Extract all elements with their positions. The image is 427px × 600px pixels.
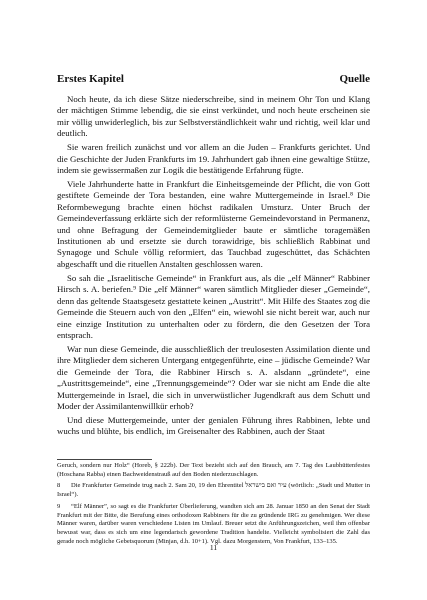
footnote-text: Die Frankfurter Gemeinde trug nach 2. Sam 20, 19 den Ehrentitel עיר ואם בישראל (wörtlich: „Stadt und Mutter in Israel“).	[57, 482, 370, 499]
footnote-text: Geruch, sondern nur Holz“ (Horeb, § 222b). Der Text bezieht sich auf den Brauch, am 7. Tag des Laubhüttenfestes (Hoschana Rabba) einen Bachweidenstrauß auf den Boden niederzuschlagen.	[57, 462, 370, 478]
paragraph: Sie waren freilich zunächst und vor allem an die Juden – Frankfurts gerichtet. Und die Geschichte der Juden Frankfurts im 19. Jahrhundert gab ihnen eine gewaltige Stütze, indem sie gewissermaßen zur Logik die bestätigende Erfahrung fügte.	[57, 142, 370, 176]
paragraph: Und diese Muttergemeinde, unter der genialen Führung ihres Rabbinen, lebte und wuchs und blühte, bis endlich, im Greisenalter des Rabbinen, auch der Staat	[57, 414, 370, 437]
paragraph: So sah die „Israelitische Gemeinde“ in Frankfurt aus, als die „elf Männer“ Rabbiner Hirsch s. A. beriefen.⁹ Die „elf Männer“ waren sämtlich Mitglieder dieser „Gemeinde“, denn das geltende Staatsgesetz gestattete keinen „Austritt“. Mit Hilfe des Staates zog die Gemeinde die Steuern auch von den „Elfen“ ein, wiewohl sie nicht bereit war, auch nur eine einzige Institution zu unterhalten oder zu fördern, die den Gesetzen der Tora entsprach.	[57, 272, 370, 340]
section-title: Quelle	[339, 73, 370, 85]
body-text	[57, 94, 370, 440]
footnote	[57, 503, 370, 547]
footnote	[57, 482, 370, 499]
footnote-number: 8	[57, 482, 61, 490]
chapter-title: Erstes Kapitel	[57, 73, 124, 85]
footnote	[57, 462, 370, 479]
paragraph: War nun diese Gemeinde, die ausschließlich der treulosesten Assimilation diente und ihre Mitglieder dem sicheren Untergang entgegenführte, eine – jüdische Gemeinde? War die Gemeinde der Tora, die Rabbiner Hirsch s. A. alsdann „gründete“, eine „Austrittsgemeinde“, eine „Trennungsgemeinde“? Oder war sie nicht am Ende die alte Muttergemeinde in Israel, die sich in unverwüstlicher Jugendkraft aus dem Schutt und Moder der Assimilantenwillkür erhob?	[57, 343, 370, 411]
footnote-divider	[57, 459, 152, 460]
paragraph: Noch heute, da ich diese Sätze niederschreibe, sind in meinem Ohr Ton und Klang der mächtigen Stimme lebendig, die sie einst verkündet, und noch heute erscheinen sie mir völlig unwiderleglich, bis zur Selbstverständlichkeit wahr und richtig, weil klar und deutlich.	[57, 94, 370, 139]
footnotes	[57, 462, 370, 549]
footnote-text: “Elf Männer”, so sagt es die Frankfurter Überlieferung, wandten sich am 28. Januar 1850 an den Senat der Stadt Frankfurt mit der Bitte, die Berufung eines orthodoxen Rabbiners für die zu gründende IRG zu genehmigen. Wer diese Männer waren, darüber waren verschiedene Listen im Umlauf. Breuer setzt die Anführungszeichen, weil ihm offenbar bewusst war, dass es sich um eine legendarisch gewordene Tradition handelte. Vielleicht symbolisiert die Zahl das gerade noch mögliche Gebetsquorum (Minjan, d.h. 10+1). Vgl. dazu Morgenstern, Von Frankfurt, 133–135.	[57, 502, 370, 545]
paragraph: Viele Jahrhunderte hatte in Frankfurt die Einheitsgemeinde der Pflicht, die von Gott gestiftete Gemeinde der Tora bestanden, eine wahre Muttergemeinde in Israel.⁸ Die Reformbewegung brachte einen höchst radikalen Umsturz. Unter Bruch der Gemeindeverfassung erklärte sich der reformlüsterne Gemeindevorstand in Permanenz, und ohne Befragung der Gemeindemitglieder baute er sämtliche toragemäßen Institutionen ab und ersetzte sie durch torawidrige, bis schließlich Rabbinat und Synagoge und Schule völlig reformiert, das Tauchbad zugeschüttet, das Schächten abgeschafft und die rituellen Anstalten geschlossen waren.	[57, 179, 370, 269]
footnote-number: 9	[57, 502, 61, 510]
page-number: 11	[209, 543, 218, 552]
